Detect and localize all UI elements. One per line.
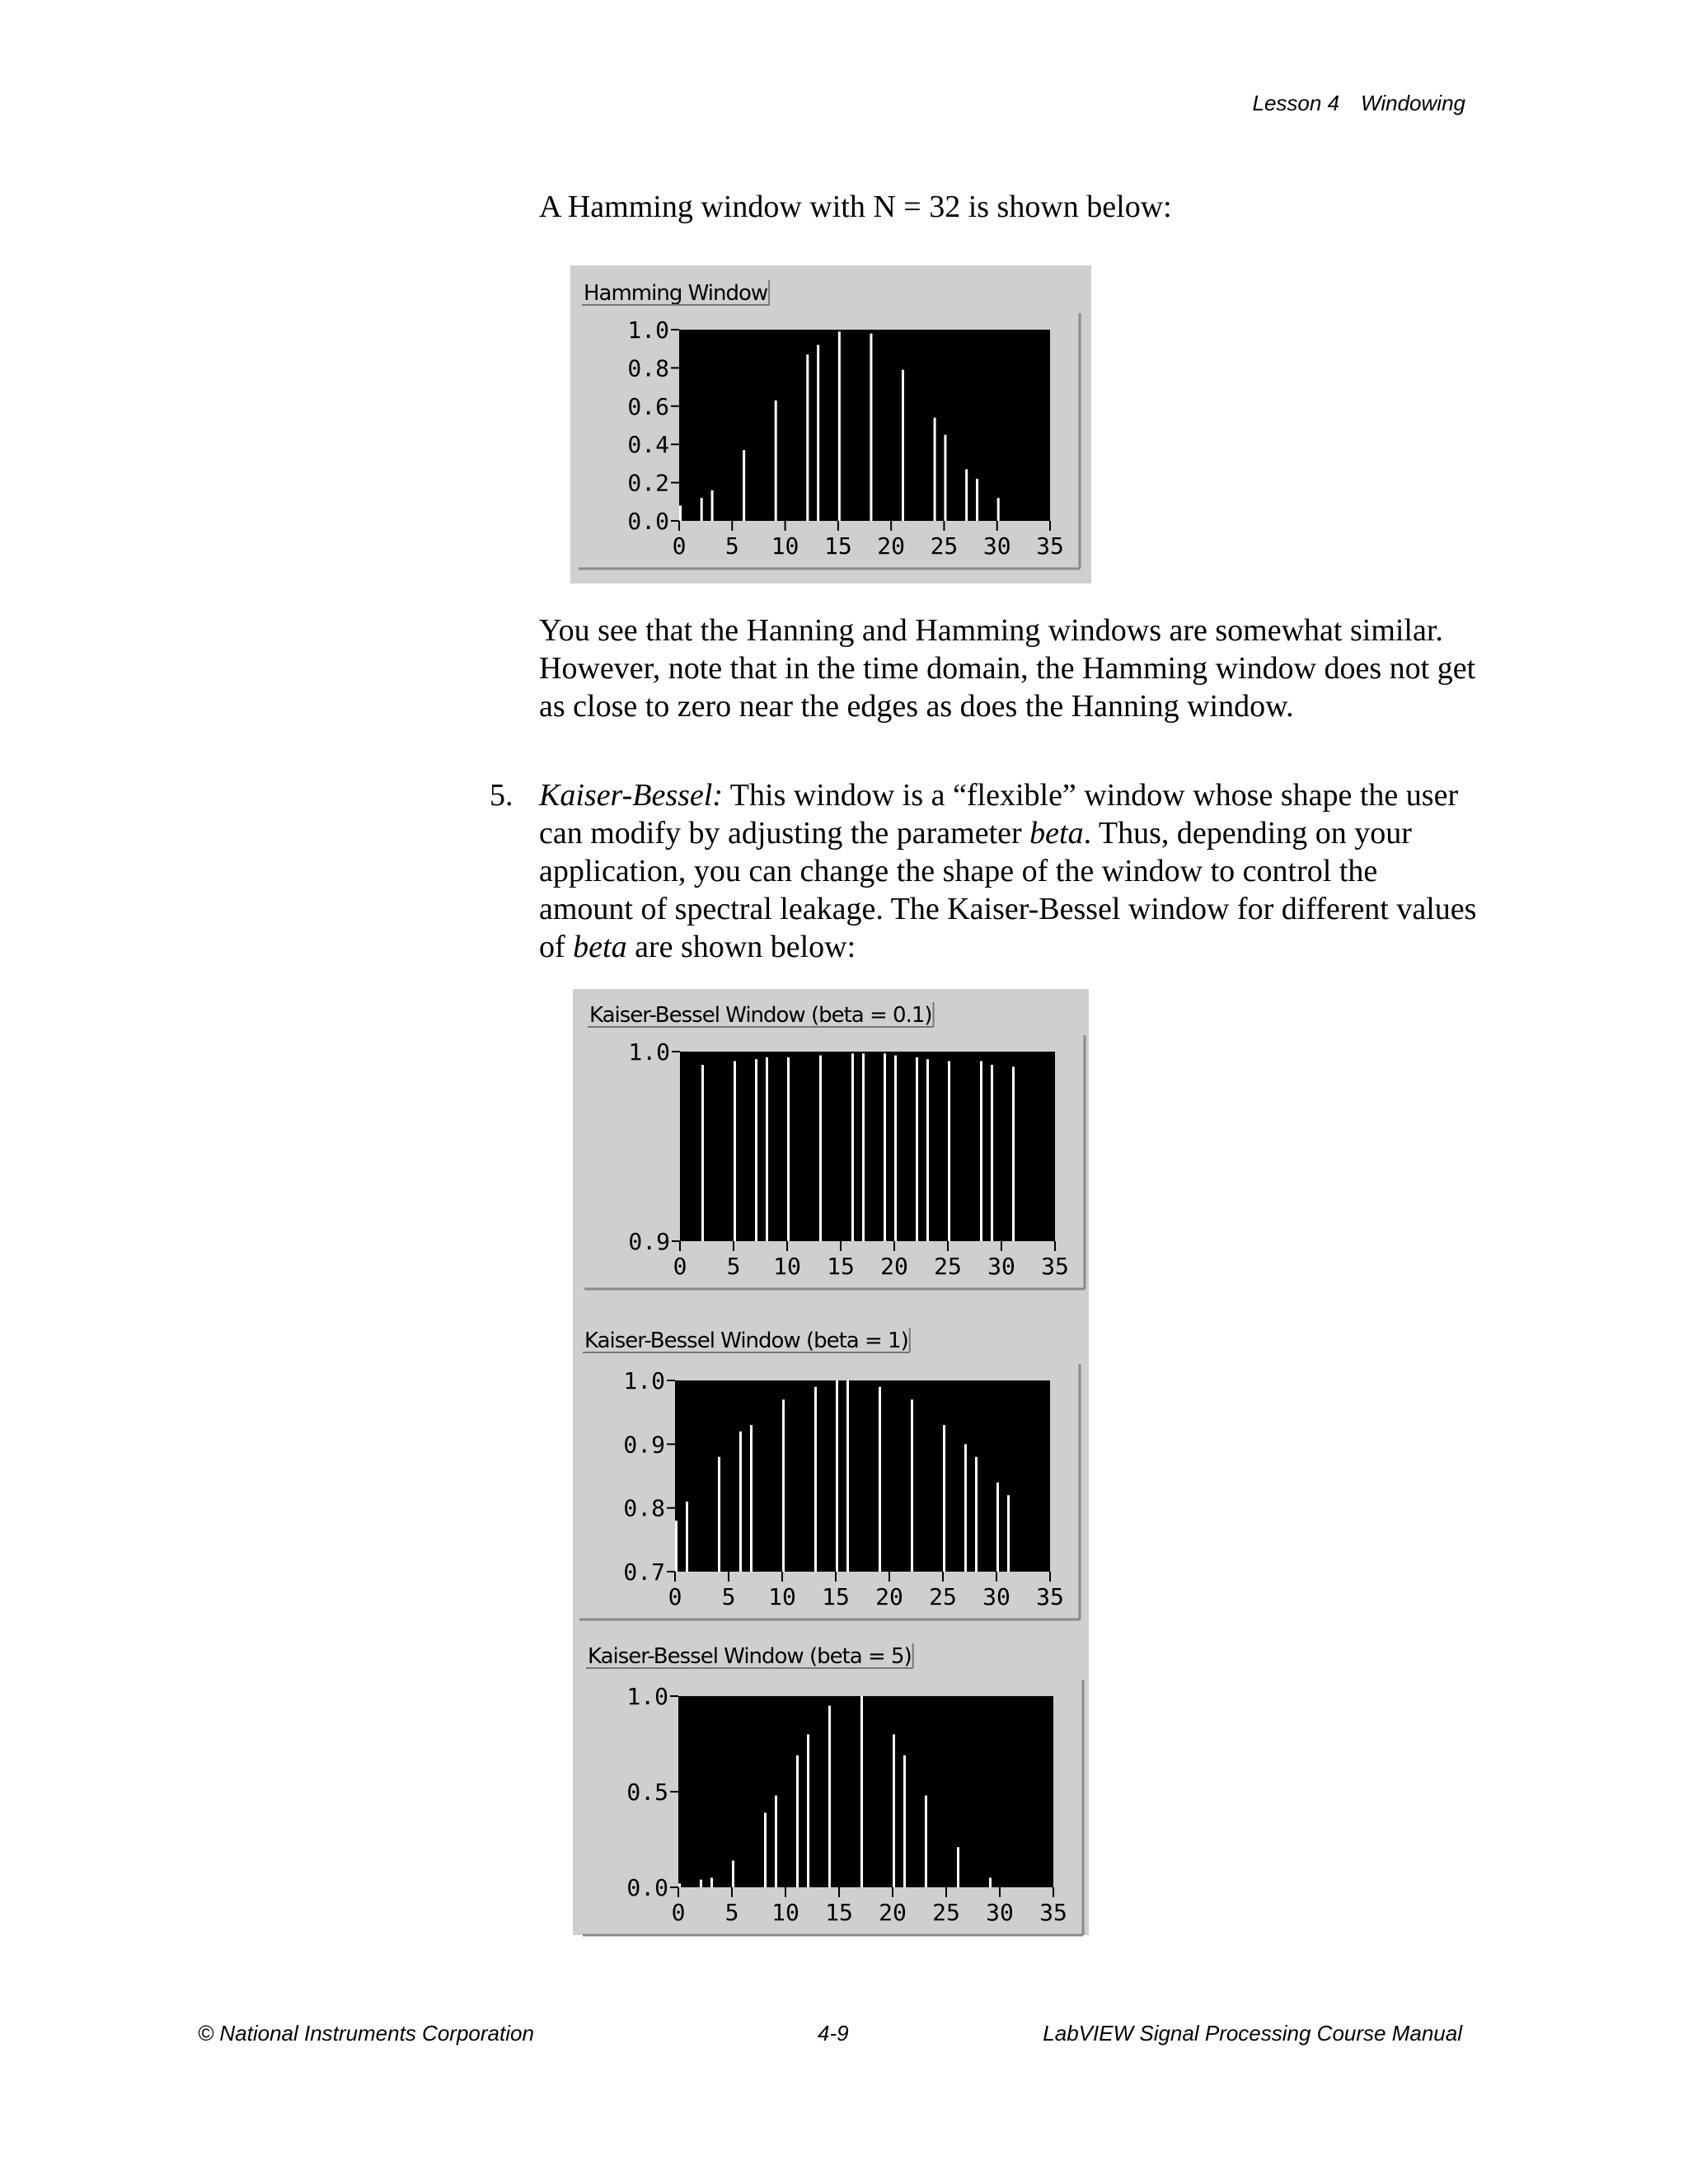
y-tick-label: 1.0: [623, 1367, 665, 1394]
kaiser-bessel-paragraph: Kaiser-Bessel: This window is a “flexible” window whose shape the user can modify by adjusting the parameter beta. Thus, depending on your application, you can change the shape of the window to control the amount of spectral leakage. The Kaiser-Bessel window for different values of beta are shown below:: [539, 778, 1477, 964]
y-tick-label: 0.9: [623, 1431, 665, 1459]
kaiser-bessel-charts-panel: [573, 989, 1089, 1935]
list-number: 5.: [490, 778, 513, 813]
y-tick-label: 1.0: [628, 1038, 670, 1066]
beta-term: beta: [573, 930, 627, 964]
x-tick-label: 25: [929, 1583, 957, 1610]
chart-title: Kaiser-Bessel Window (beta = 1): [584, 1329, 908, 1353]
y-tick-label: 0.6: [627, 392, 669, 420]
x-tick-label: 30: [982, 1583, 1010, 1610]
plot-area: [675, 1380, 1050, 1572]
footer-manual-title: LabVIEW Signal Processing Course Manual: [1043, 2021, 1462, 2046]
x-tick-label: 35: [1041, 1253, 1069, 1280]
x-tick-label: 10: [773, 1253, 801, 1280]
y-tick-label: 0.8: [627, 354, 669, 382]
x-tick-label: 25: [932, 1899, 960, 1926]
x-tick-label: 20: [877, 532, 906, 560]
y-tick-label: 0.5: [626, 1779, 668, 1806]
x-tick-label: 15: [823, 532, 852, 560]
paragraph-hanning-hamming: You see that the Hanning and Hamming windows are somewhat similar. However, note that in the time domain, the Hamming window does not get as close to zero near the edges as does the Hanning window.: [539, 613, 1476, 724]
x-tick-label: 0: [673, 1253, 687, 1280]
x-tick-label: 20: [880, 1253, 908, 1280]
kaiser-bessel-beta-0.1-chart: [573, 989, 1089, 1294]
chart-title: Hamming Window: [584, 281, 768, 306]
plot-area: [680, 1052, 1055, 1241]
x-tick-label: 25: [934, 1253, 962, 1280]
x-tick-label: 10: [771, 532, 799, 560]
x-tick-label: 20: [879, 1899, 907, 1926]
y-tick-label: 0.4: [627, 431, 669, 459]
x-tick-label: 35: [1036, 532, 1064, 560]
y-tick-label: 0.8: [623, 1494, 665, 1522]
header-section: Windowing: [1361, 91, 1465, 115]
x-tick-label: 30: [982, 532, 1011, 560]
y-tick-label: 0.0: [626, 1874, 668, 1901]
y-tick-label: 0.9: [628, 1228, 670, 1255]
x-tick-label: 35: [1039, 1899, 1067, 1926]
x-tick-label: 5: [726, 1253, 741, 1280]
y-tick-label: 0.2: [627, 469, 669, 497]
footer-page-number: 4-9: [818, 2021, 849, 2046]
x-tick-label: 25: [930, 532, 959, 560]
y-tick-label: 1.0: [627, 316, 669, 344]
chart-title: Kaiser-Bessel Window (beta = 5): [588, 1644, 912, 1669]
y-tick-label: 0.7: [623, 1558, 665, 1586]
x-tick-label: 10: [768, 1583, 796, 1610]
intro-text: A Hamming window with N = 32 is shown below:: [539, 190, 1172, 224]
x-tick-label: 5: [721, 1583, 736, 1610]
y-tick-label: 1.0: [626, 1683, 668, 1710]
running-header: [1253, 91, 1465, 116]
term-kaiser-bessel: Kaiser-Bessel:: [539, 778, 723, 813]
x-tick-label: 5: [724, 532, 739, 560]
x-tick-label: 15: [822, 1583, 850, 1610]
kaiser-bessel-beta-1-chart: [573, 1315, 1089, 1619]
hamming-chart-panel: [570, 265, 1091, 583]
x-tick-label: 15: [825, 1899, 853, 1926]
hamming-chart: [570, 265, 1091, 583]
y-tick-label: 0.0: [627, 508, 669, 535]
beta-term: beta: [1029, 816, 1084, 851]
x-tick-label: 15: [827, 1253, 855, 1280]
x-tick-label: 5: [724, 1899, 739, 1926]
x-tick-label: 35: [1036, 1583, 1064, 1610]
footer-copyright: © National Instruments Corporation: [198, 2021, 534, 2046]
x-tick-label: 10: [771, 1899, 799, 1926]
x-tick-label: 0: [672, 532, 687, 560]
x-tick-label: 30: [986, 1899, 1014, 1926]
chart-title: Kaiser-Bessel Window (beta = 0.1): [589, 1003, 932, 1028]
kaiser-bessel-beta-5-chart: [573, 1630, 1089, 1935]
plot-area: [678, 1696, 1053, 1887]
x-tick-label: 30: [987, 1253, 1015, 1280]
x-tick-label: 20: [875, 1583, 903, 1610]
plot-area: [679, 330, 1050, 521]
header-lesson: Lesson 4: [1252, 91, 1340, 115]
x-tick-label: 0: [671, 1899, 686, 1926]
x-tick-label: 0: [668, 1583, 682, 1610]
